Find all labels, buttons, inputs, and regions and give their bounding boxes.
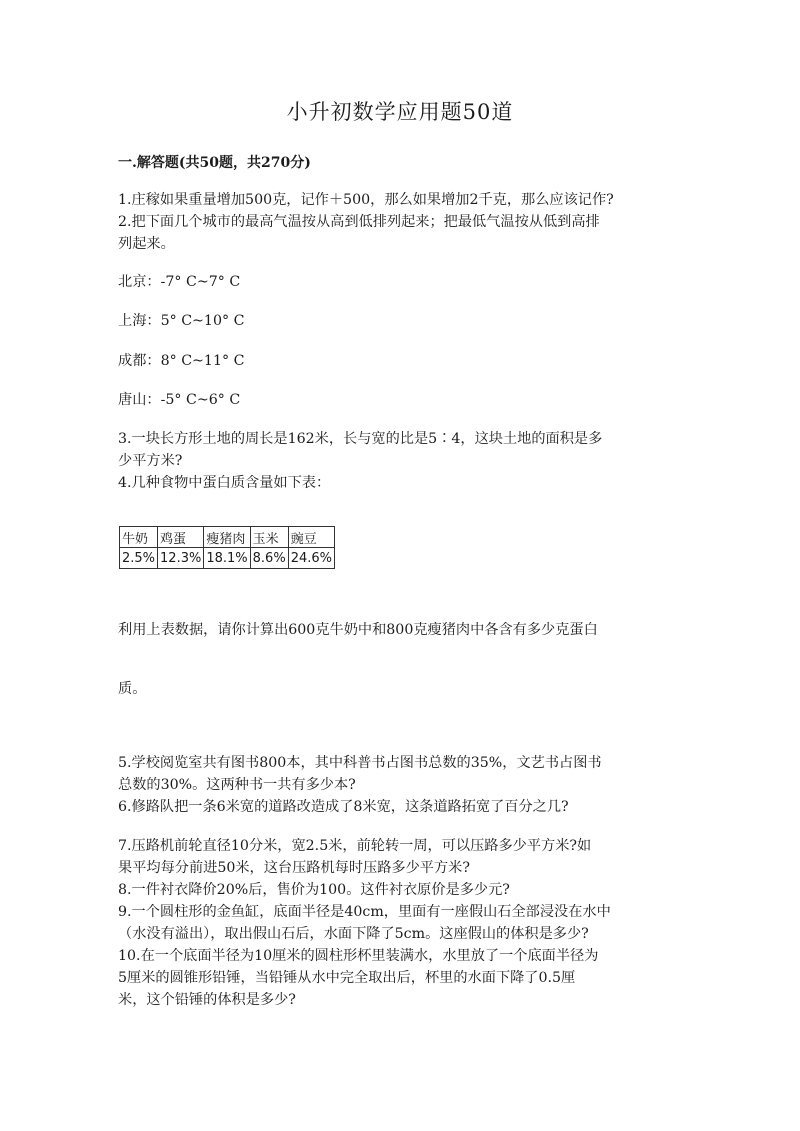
protein-table bbox=[119, 526, 335, 569]
question-8: 8.一件衬衣降价20%后，售价为100。这件衬衣原价是多少元? bbox=[118, 882, 510, 898]
question-5-line-1: 5.学校阅览室共有图书800本，其中科普书占图书总数的35%，文艺书占图书 bbox=[118, 755, 602, 771]
table-header-cell: 豌豆 bbox=[288, 527, 334, 548]
city-beijing: 北京：-7° C~7° C bbox=[118, 274, 241, 290]
question-9-line-2: （水没有溢出），取出假山石后，水面下降了5cm。这座假山的体积是多少? bbox=[118, 926, 589, 942]
city-shanghai: 上海：5° C~10° C bbox=[118, 313, 245, 329]
table-row bbox=[120, 548, 335, 569]
question-10-line-2: 5厘米的圆锥形铅锤，当铅锤从水中完全取出后，杯里的水面下降了0.5厘 bbox=[118, 970, 576, 986]
city-chengdu: 成都：8° C~11° C bbox=[118, 353, 245, 369]
table-header-cell: 瘦猪肉 bbox=[204, 527, 250, 548]
question-4-line-2: 利用上表数据，请你计算出600克牛奶中和800克瘦猪肉中各含有多少克蛋白 bbox=[118, 622, 598, 638]
question-10-line-1: 10.在一个底面半径为10厘米的圆柱形杯里装满水，水里放了一个底面半径为 bbox=[118, 948, 599, 964]
question-7-line-2: 果平均每分前进50米，这台压路机每时压路多少平方米? bbox=[118, 860, 470, 876]
question-4: 4.几种食物中蛋白质含量如下表： bbox=[118, 475, 331, 491]
table-cell: 8.6% bbox=[250, 548, 288, 569]
city-tangshan: 唐山：-5° C~6° C bbox=[118, 392, 241, 408]
section-heading: 一.解答题(共50题，共270分) bbox=[118, 155, 311, 171]
question-3-line-2: 少平方米? bbox=[118, 453, 183, 469]
table-cell: 24.6% bbox=[288, 548, 334, 569]
question-2-line-2: 列起来。 bbox=[118, 236, 175, 252]
question-2-line-1: 2.把下面几个城市的最高气温按从高到低排列起来；把最低气温按从低到高排 bbox=[118, 214, 600, 230]
question-7-line-1: 7.压路机前轮直径10分米，宽2.5米，前轮转一周，可以压路多少平方米?如 bbox=[118, 838, 592, 854]
table-header-cell: 玉米 bbox=[250, 527, 288, 548]
question-6: 6.修路队把一条6米宽的道路改造成了8米宽，这条道路拓宽了百分之几? bbox=[118, 799, 569, 815]
question-10-line-3: 米，这个铅锤的体积是多少? bbox=[118, 992, 296, 1008]
question-9-line-1: 9.一个圆柱形的金鱼缸，底面半径是40cm，里面有一座假山石全部浸没在水中 bbox=[118, 904, 611, 920]
question-5-line-2: 总数的30%。这两种书一共有多少本? bbox=[118, 777, 356, 793]
question-1: 1.庄稼如果重量增加500克，记作＋500，那么如果增加2千克，那么应该记作? bbox=[118, 192, 614, 208]
table-header-row bbox=[120, 527, 335, 548]
page-title: 小升初数学应用题50道 bbox=[286, 100, 514, 124]
table-cell: 2.5% bbox=[120, 548, 158, 569]
question-4-line-3: 质。 bbox=[118, 681, 147, 697]
table-header-cell: 鸡蛋 bbox=[158, 527, 204, 548]
table-cell: 18.1% bbox=[204, 548, 250, 569]
question-3-line-1: 3.一块长方形土地的周长是162米，长与宽的比是5∶4，这块土地的面积是多 bbox=[118, 431, 603, 447]
table-header-cell: 牛奶 bbox=[120, 527, 158, 548]
table-cell: 12.3% bbox=[158, 548, 204, 569]
